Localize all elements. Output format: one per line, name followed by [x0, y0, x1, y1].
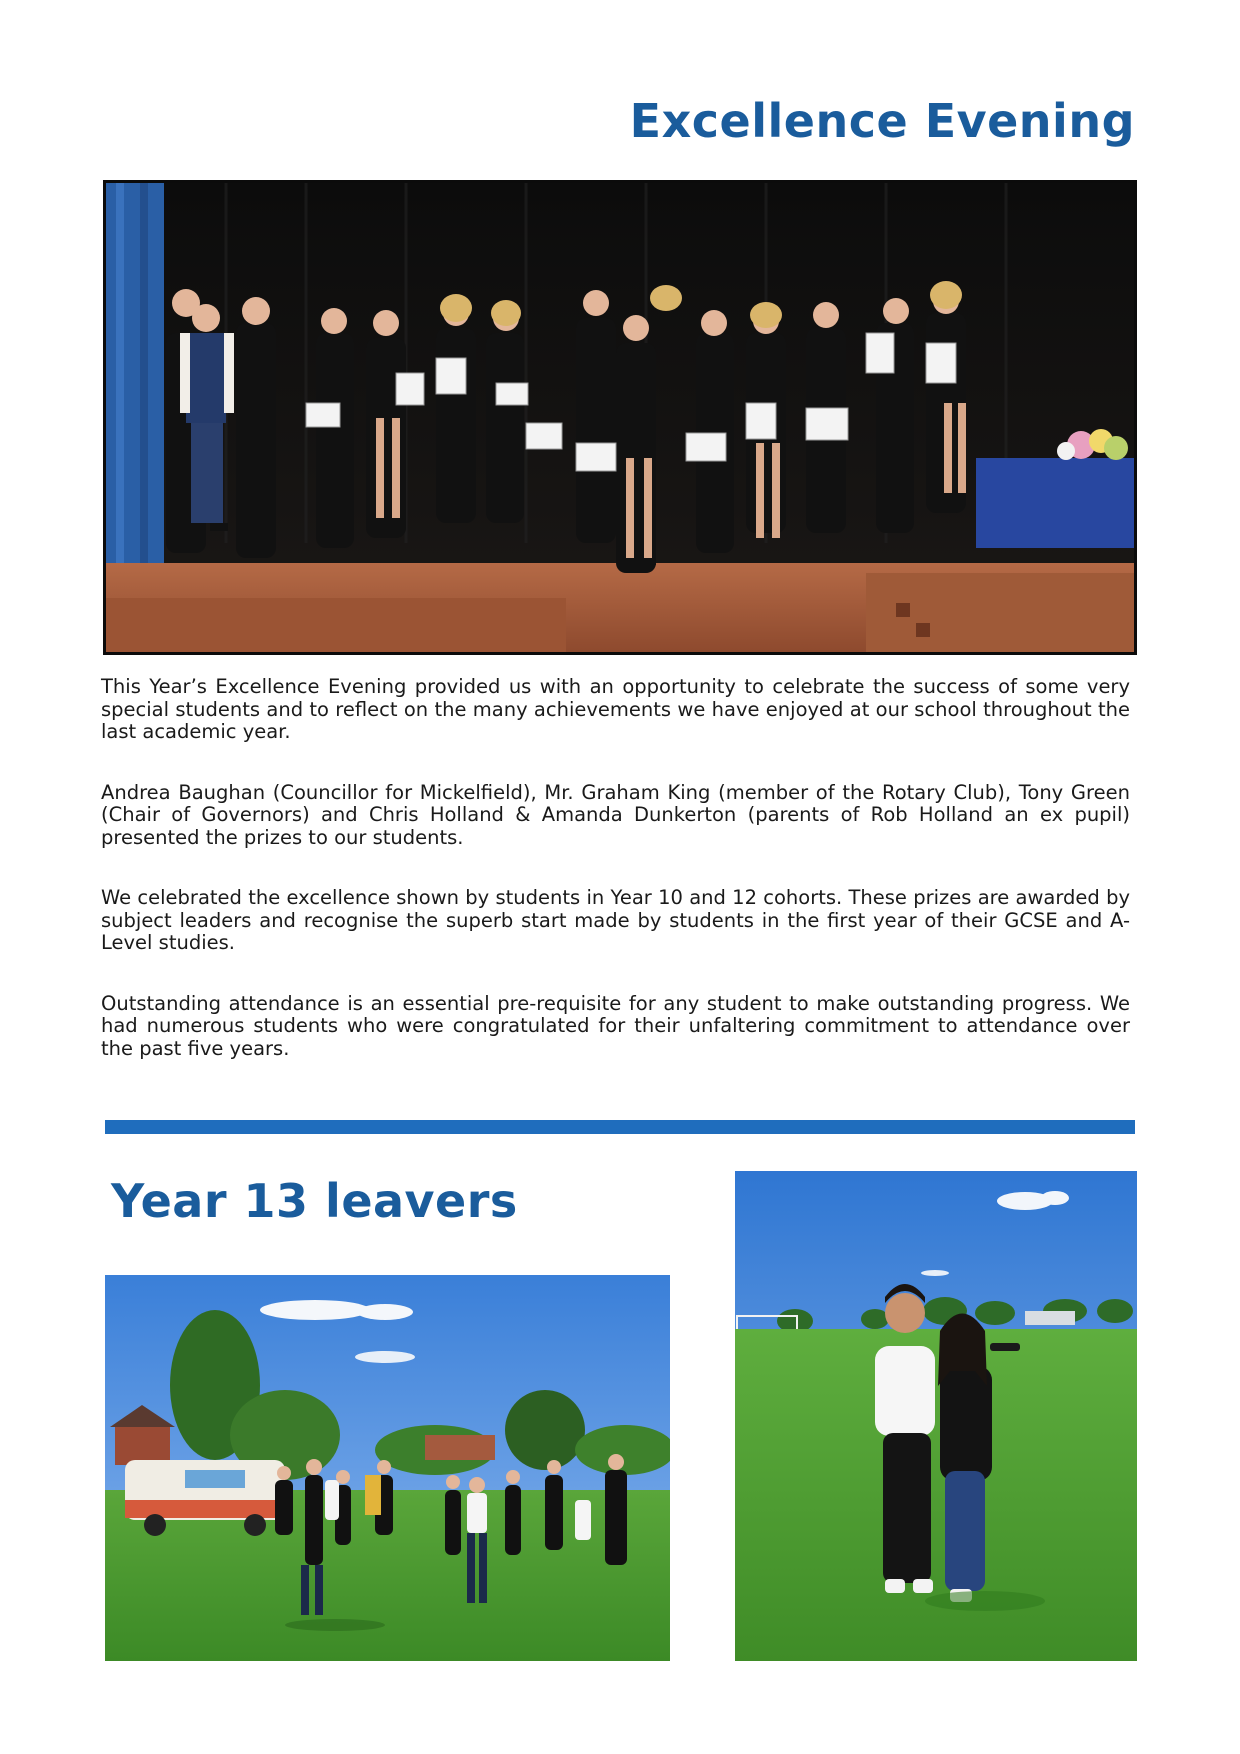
paragraph-prizes: We celebrated the excellence shown by students in Year 10 and 12 cohorts. These prizes are awarded by subject leaders and recognise the superb start made by students in the first year of their GCSE and A-Level studies. — [101, 886, 1130, 954]
paragraph-attendance: Outstanding attendance is an essential pre-requisite for any student to make outstanding progress. We had numerous students who were congratulated for their unfaltering commitment to attendance over the past five years. — [101, 991, 1130, 1060]
paragraph-presenters: Andrea Baughan (Councillor for Mickelfield), Mr. Graham King (member of the Rotary Club), Tony Green (Chair of Governors) and Chris Holland & Amanda Dunkerton (parents of Rob Holland an ex pupil) presented the prizes to our students. — [101, 780, 1130, 849]
section-divider — [105, 1120, 1135, 1134]
couple-photo-illustration — [735, 1171, 1137, 1661]
field-photo-illustration — [105, 1275, 670, 1661]
photo-leavers-on-field — [105, 1275, 670, 1661]
section-title-year13: Year 13 leavers — [111, 1174, 518, 1228]
stage-photo-illustration — [106, 183, 1134, 652]
photo-leavers-pair — [735, 1171, 1137, 1661]
paragraph-intro: This Year’s Excellence Evening provided us with an opportunity to celebrate the success of some very special students and to reflect on the many achievements we have enjoyed at our school throughout the last academic year. — [101, 675, 1130, 743]
body-text — [101, 676, 1130, 1098]
photo-students-on-stage — [103, 180, 1137, 655]
page-title: Excellence Evening — [629, 94, 1135, 148]
